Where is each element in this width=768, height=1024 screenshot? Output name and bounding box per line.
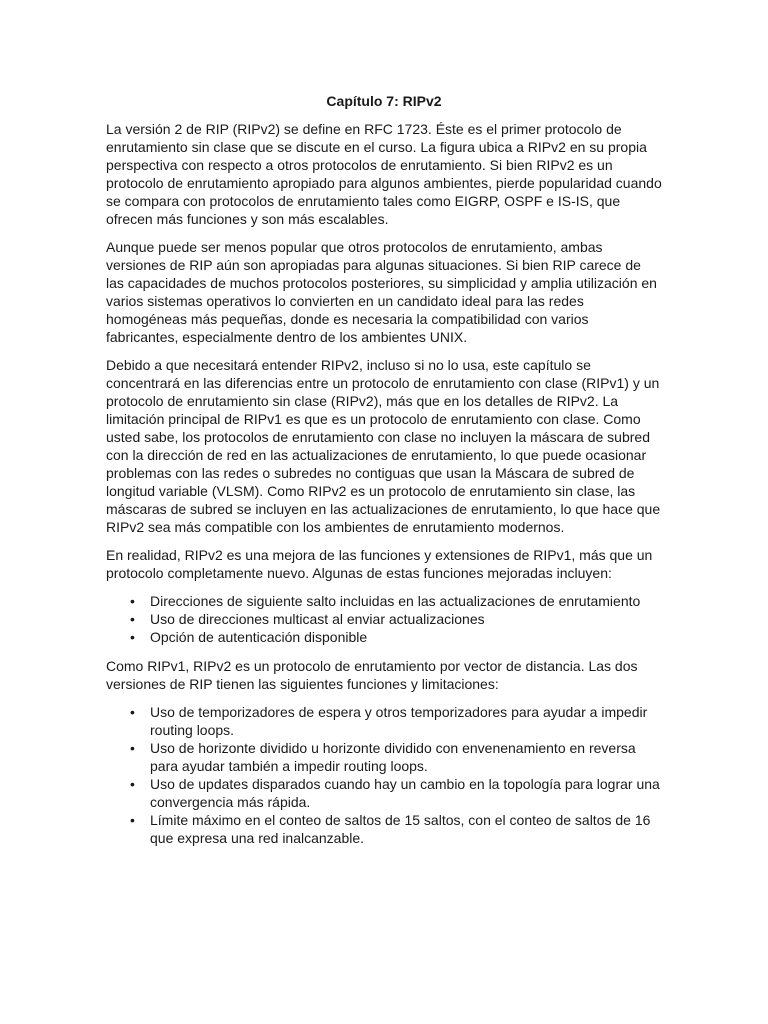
list-item: • Opción de autenticación disponible [106, 628, 662, 646]
improvements-list [106, 592, 662, 646]
paragraph-intro: La versión 2 de RIP (RIPv2) se define en RFC 1723. Éste es el primer protocolo de enrutamiento sin clase que se discute en el curso. La figura ubica a RIPv2 en su propia perspectiva con respecto a otros protocolos de enrutamiento. Si bien RIPv2 es un protocolo de enrutamiento apropiado para algunos ambientes, pierde popularidad cuando se compara con protocolos de enrutamiento tales como EIGRP, OSPF e IS-IS, que ofrecen más funciones y son más escalables. [106, 121, 662, 227]
list-item: • Uso de direcciones multicast al enviar actualizaciones [106, 610, 662, 628]
paragraph-popularity: Aunque puede ser menos popular que otros protocolos de enrutamiento, ambas versiones de RIP aún son apropiadas para algunas situaciones. Si bien RIP carece de las capacidades de muchos protocolos posteriores, su simplicidad y amplia utilización en varios sistemas operativos lo convierten en un candidato ideal para las redes homogéneas más pequeñas, donde es necesaria la compatibilidad con varios fabricantes, especialmente dentro de los ambientes UNIX. [106, 239, 657, 345]
features-limitations-list [106, 703, 662, 847]
paragraph-differences: Debido a que necesitará entender RIPv2, incluso si no lo usa, este capítulo se concentrará en las diferencias entre un protocolo de enrutamiento con clase (RIPv1) y un protocolo de enrutamiento sin clase (RIPv2), más que en los detalles de RIPv2. La limitación principal de RIPv1 es que es un protocolo de enrutamiento con clase. Como usted sabe, los protocolos de enrutamiento con clase no incluyen la máscara de subred con la dirección de red en las actualizaciones de enrutamiento, lo que puede ocasionar problemas con las redes o subredes no contiguas que usan la Máscara de subred de longitud variable (VLSM). Como RIPv2 es un protocolo de enrutamiento sin clase, las máscaras de subred se incluyen en las actualizaciones de enrutamiento, lo que hace que RIPv2 sea más compatible con los ambientes de enrutamiento modernos. [106, 357, 661, 535]
list-item: • Límite máximo en el conteo de saltos de 15 saltos, con el conteo de saltos de 16 que expresa una red inalcanzable. [106, 811, 662, 847]
list-item: • Uso de temporizadores de espera y otros temporizadores para ayudar a impedir routing loops. [106, 703, 662, 739]
list-item: • Uso de updates disparados cuando hay un cambio en la topología para lograr una convergencia más rápida. [106, 775, 662, 811]
chapter-title: Capítulo 7: RIPv2 [326, 93, 442, 109]
paragraph-distance-vector: Como RIPv1, RIPv2 es un protocolo de enrutamiento por vector de distancia. Las dos versiones de RIP tienen las siguientes funciones y limitaciones: [106, 658, 638, 692]
list-item: • Uso de horizonte dividido u horizonte dividido con envenenamiento en reversa para ayudar también a impedir routing loops. [106, 739, 662, 775]
list-item: • Direcciones de siguiente salto incluidas en las actualizaciones de enrutamiento [106, 592, 662, 610]
document-page [106, 92, 662, 858]
paragraph-improvements: En realidad, RIPv2 es una mejora de las funciones y extensiones de RIPv1, más que un protocolo completamente nuevo. Algunas de estas funciones mejoradas incluyen: [106, 547, 653, 581]
